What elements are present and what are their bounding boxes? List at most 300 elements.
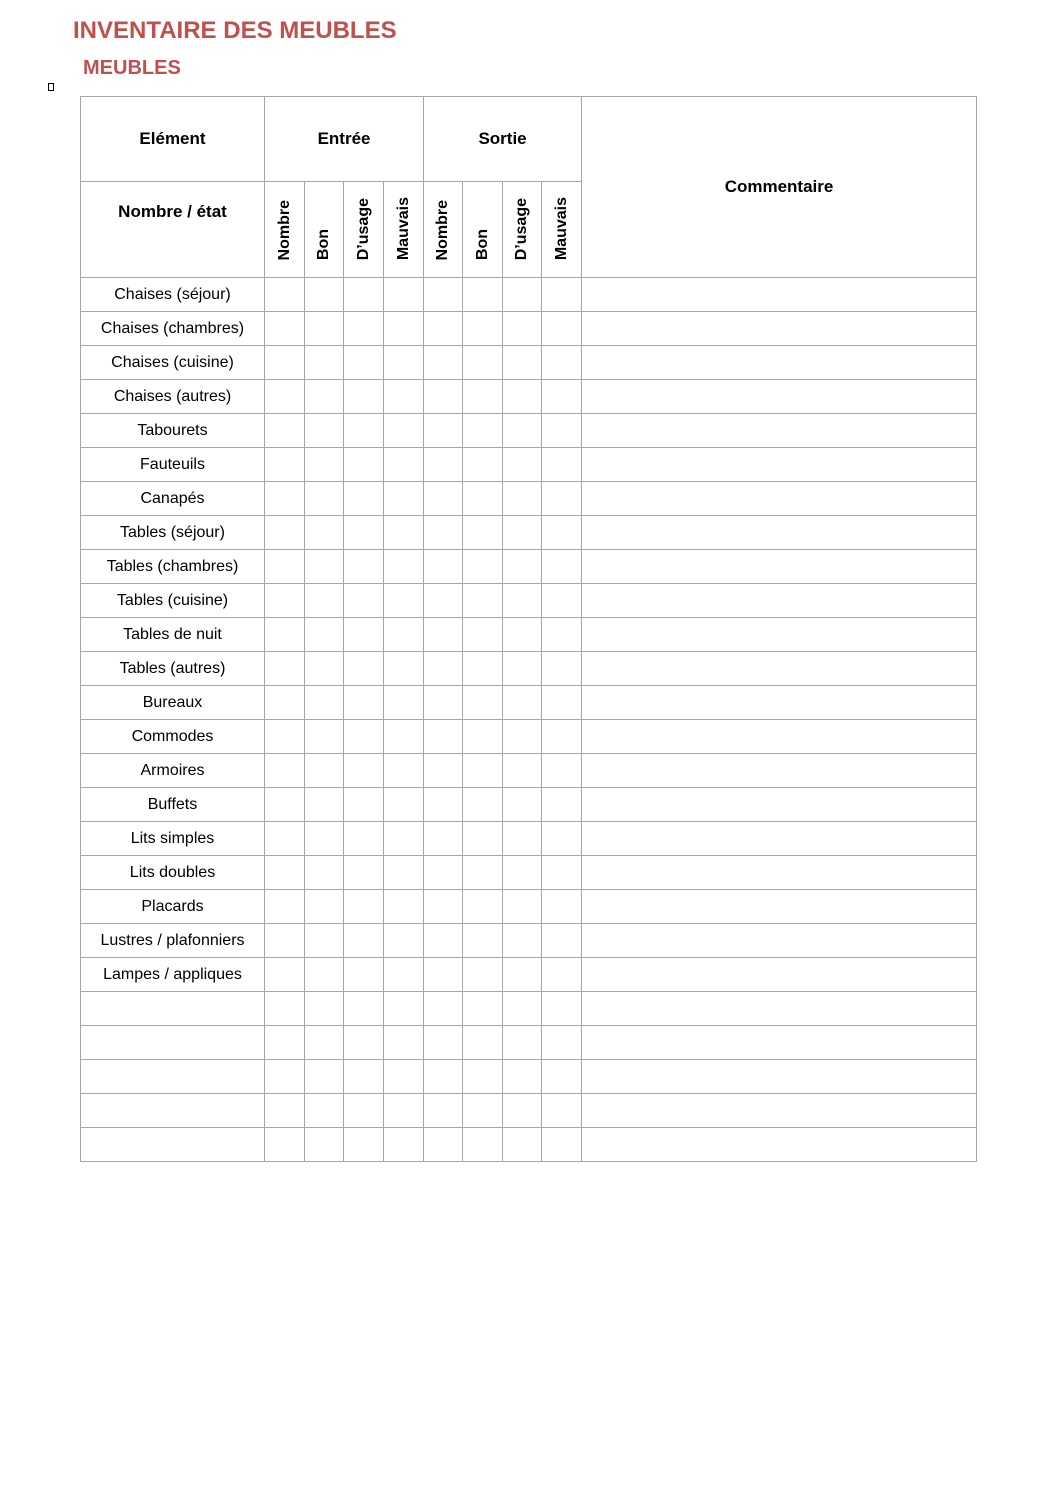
count-cell[interactable] [424,992,463,1026]
count-cell[interactable] [542,890,582,924]
count-cell[interactable] [463,890,503,924]
count-cell[interactable] [384,516,424,550]
item-name-cell: Chaises (chambres) [81,312,265,346]
comment-cell[interactable] [582,788,977,822]
count-cell[interactable] [265,550,305,584]
count-cell[interactable] [344,346,384,380]
count-cell[interactable] [265,618,305,652]
count-cell[interactable] [542,550,582,584]
comment-cell[interactable] [582,652,977,686]
count-cell[interactable] [424,1094,463,1128]
count-cell[interactable] [344,1128,384,1162]
count-cell[interactable] [384,958,424,992]
count-cell[interactable] [344,1094,384,1128]
item-name-cell: Tables de nuit [81,618,265,652]
count-cell[interactable] [542,924,582,958]
item-name-cell [81,1026,265,1060]
count-cell[interactable] [344,312,384,346]
count-cell[interactable] [344,856,384,890]
item-name-cell: Lits simples [81,822,265,856]
item-name-cell: Chaises (autres) [81,380,265,414]
count-cell[interactable] [503,992,542,1026]
count-cell[interactable] [305,822,344,856]
count-cell[interactable] [265,924,305,958]
table-row [81,686,977,720]
count-cell[interactable] [463,822,503,856]
count-cell[interactable] [542,448,582,482]
count-cell[interactable] [503,856,542,890]
count-cell[interactable] [384,278,424,312]
count-cell[interactable] [503,720,542,754]
count-cell[interactable] [424,584,463,618]
comment-cell[interactable] [582,1128,977,1162]
count-cell[interactable] [305,890,344,924]
count-cell[interactable] [503,618,542,652]
count-cell[interactable] [265,1026,305,1060]
count-cell[interactable] [305,720,344,754]
count-cell[interactable] [265,346,305,380]
sub-header-cell [305,182,344,278]
count-cell[interactable] [305,584,344,618]
comment-cell[interactable] [582,584,977,618]
comment-cell[interactable] [582,312,977,346]
count-cell[interactable] [542,312,582,346]
count-cell[interactable] [463,1026,503,1060]
count-cell[interactable] [384,550,424,584]
count-cell[interactable] [463,1128,503,1162]
count-cell[interactable] [265,720,305,754]
count-cell[interactable] [305,516,344,550]
table-row [81,516,977,550]
count-cell[interactable] [463,788,503,822]
comment-cell[interactable] [582,516,977,550]
comment-cell[interactable] [582,482,977,516]
count-cell[interactable] [542,414,582,448]
header-nombre-etat: Nombre / état [81,182,265,278]
item-name-cell: Armoires [81,754,265,788]
count-cell[interactable] [305,686,344,720]
count-cell[interactable] [384,788,424,822]
count-cell[interactable] [344,822,384,856]
count-cell[interactable] [384,312,424,346]
count-cell[interactable] [463,550,503,584]
count-cell[interactable] [305,1128,344,1162]
count-cell[interactable] [384,686,424,720]
count-cell[interactable] [384,754,424,788]
count-cell[interactable] [424,856,463,890]
count-cell[interactable] [344,788,384,822]
item-name-cell: Commodes [81,720,265,754]
count-cell[interactable] [503,1026,542,1060]
count-cell[interactable] [503,448,542,482]
count-cell[interactable] [424,278,463,312]
sub-header-label: Mauvais [552,196,570,260]
comment-cell[interactable] [582,958,977,992]
count-cell[interactable] [463,924,503,958]
table-row [81,958,977,992]
count-cell[interactable] [384,856,424,890]
sub-header-label: Bon [315,228,332,260]
count-cell[interactable] [265,686,305,720]
table-row [81,1026,977,1060]
comment-cell[interactable] [582,414,977,448]
table-row [81,380,977,414]
count-cell[interactable] [542,788,582,822]
sub-header-cell [265,182,305,278]
item-name-cell: Chaises (cuisine) [81,346,265,380]
table-row [81,312,977,346]
count-cell[interactable] [463,312,503,346]
comment-cell[interactable] [582,448,977,482]
sub-header-cell [344,182,384,278]
count-cell[interactable] [463,482,503,516]
item-name-cell: Lustres / plafonniers [81,924,265,958]
count-cell[interactable] [542,1026,582,1060]
count-cell[interactable] [503,278,542,312]
count-cell[interactable] [305,992,344,1026]
table-row [81,788,977,822]
count-cell[interactable] [344,414,384,448]
count-cell[interactable] [503,924,542,958]
count-cell[interactable] [344,652,384,686]
count-cell[interactable] [463,992,503,1026]
count-cell[interactable] [503,788,542,822]
count-cell[interactable] [542,1094,582,1128]
count-cell[interactable] [424,414,463,448]
count-cell[interactable] [424,958,463,992]
count-cell[interactable] [463,414,503,448]
count-cell[interactable] [305,550,344,584]
item-name-cell: Lampes / appliques [81,958,265,992]
item-name-cell: Fauteuils [81,448,265,482]
count-cell[interactable] [542,856,582,890]
count-cell[interactable] [542,482,582,516]
count-cell[interactable] [344,924,384,958]
comment-cell[interactable] [582,720,977,754]
count-cell[interactable] [424,482,463,516]
table-row [81,822,977,856]
count-cell[interactable] [305,380,344,414]
count-cell[interactable] [265,652,305,686]
count-cell[interactable] [542,992,582,1026]
section-title: MEUBLES [83,57,181,79]
count-cell[interactable] [265,516,305,550]
count-cell[interactable] [542,686,582,720]
count-cell[interactable] [424,550,463,584]
count-cell[interactable] [344,992,384,1026]
count-cell[interactable] [542,958,582,992]
sub-header-cell [503,182,542,278]
count-cell[interactable] [463,516,503,550]
count-cell[interactable] [305,414,344,448]
comment-cell[interactable] [582,686,977,720]
count-cell[interactable] [503,380,542,414]
count-cell[interactable] [265,822,305,856]
inventory-table [80,96,977,1162]
table-row [81,992,977,1026]
item-name-cell [81,1128,265,1162]
page-title: INVENTAIRE DES MEUBLES [73,17,397,44]
item-name-cell: Buffets [81,788,265,822]
count-cell[interactable] [503,1060,542,1094]
count-cell[interactable] [424,1026,463,1060]
count-cell[interactable] [424,618,463,652]
count-cell[interactable] [463,958,503,992]
count-cell[interactable] [344,516,384,550]
count-cell[interactable] [463,618,503,652]
count-cell[interactable] [503,584,542,618]
count-cell[interactable] [265,788,305,822]
count-cell[interactable] [265,856,305,890]
count-cell[interactable] [542,652,582,686]
item-name-cell: Tabourets [81,414,265,448]
count-cell[interactable] [542,380,582,414]
count-cell[interactable] [305,312,344,346]
count-cell[interactable] [503,550,542,584]
item-name-cell: Tables (autres) [81,652,265,686]
sub-header-cell [463,182,503,278]
count-cell[interactable] [384,992,424,1026]
count-cell[interactable] [344,686,384,720]
item-name-cell: Tables (séjour) [81,516,265,550]
item-name-cell: Placards [81,890,265,924]
sub-header-label: Bon [473,228,491,260]
comment-cell[interactable] [582,856,977,890]
count-cell[interactable] [265,482,305,516]
table-row [81,482,977,516]
count-cell[interactable] [503,482,542,516]
count-cell[interactable] [384,482,424,516]
count-cell[interactable] [463,1094,503,1128]
table-row [81,652,977,686]
count-cell[interactable] [305,448,344,482]
count-cell[interactable] [542,822,582,856]
count-cell[interactable] [265,584,305,618]
count-cell[interactable] [265,448,305,482]
count-cell[interactable] [503,958,542,992]
comment-cell[interactable] [582,346,977,380]
inventory-table-body [81,278,977,1162]
count-cell[interactable] [344,890,384,924]
count-cell[interactable] [384,618,424,652]
table-row [81,754,977,788]
comment-cell[interactable] [582,1026,977,1060]
count-cell[interactable] [305,1094,344,1128]
count-cell[interactable] [265,312,305,346]
sub-header-label: Nombre [434,199,452,260]
count-cell[interactable] [503,1094,542,1128]
count-cell[interactable] [384,924,424,958]
count-cell[interactable] [344,380,384,414]
count-cell[interactable] [344,1026,384,1060]
count-cell[interactable] [503,652,542,686]
count-cell[interactable] [305,958,344,992]
count-cell[interactable] [305,788,344,822]
count-cell[interactable] [503,822,542,856]
count-cell[interactable] [463,754,503,788]
header-sortie: Sortie [424,97,582,182]
count-cell[interactable] [305,924,344,958]
count-cell[interactable] [305,278,344,312]
count-cell[interactable] [503,754,542,788]
count-cell[interactable] [305,652,344,686]
comment-cell[interactable] [582,550,977,584]
count-cell[interactable] [424,380,463,414]
count-cell[interactable] [384,380,424,414]
table-row [81,1060,977,1094]
count-cell[interactable] [384,652,424,686]
count-cell[interactable] [424,686,463,720]
table-row [81,890,977,924]
count-cell[interactable] [542,618,582,652]
count-cell[interactable] [463,1060,503,1094]
count-cell[interactable] [265,278,305,312]
count-cell[interactable] [424,448,463,482]
count-cell[interactable] [463,720,503,754]
count-cell[interactable] [424,346,463,380]
comment-cell[interactable] [582,890,977,924]
count-cell[interactable] [384,720,424,754]
header-element: Elément [81,97,265,182]
count-cell[interactable] [463,346,503,380]
count-cell[interactable] [542,1060,582,1094]
count-cell[interactable] [463,380,503,414]
count-cell[interactable] [344,618,384,652]
comment-cell[interactable] [582,1060,977,1094]
count-cell[interactable] [265,1060,305,1094]
count-cell[interactable] [344,550,384,584]
count-cell[interactable] [542,346,582,380]
comment-cell[interactable] [582,278,977,312]
count-cell[interactable] [265,754,305,788]
count-cell[interactable] [424,924,463,958]
count-cell[interactable] [424,652,463,686]
count-cell[interactable] [424,890,463,924]
count-cell[interactable] [424,754,463,788]
count-cell[interactable] [542,1128,582,1162]
comment-cell[interactable] [582,1094,977,1128]
count-cell[interactable] [265,1094,305,1128]
count-cell[interactable] [384,414,424,448]
count-cell[interactable] [305,618,344,652]
count-cell[interactable] [424,1060,463,1094]
count-cell[interactable] [344,584,384,618]
count-cell[interactable] [384,1060,424,1094]
count-cell[interactable] [384,822,424,856]
table-row [81,550,977,584]
item-name-cell: Chaises (séjour) [81,278,265,312]
count-cell[interactable] [265,1128,305,1162]
table-row [81,346,977,380]
count-cell[interactable] [424,788,463,822]
count-cell[interactable] [424,822,463,856]
count-cell[interactable] [265,890,305,924]
count-cell[interactable] [305,482,344,516]
count-cell[interactable] [542,516,582,550]
count-cell[interactable] [503,1128,542,1162]
count-cell[interactable] [265,992,305,1026]
table-row [81,720,977,754]
sub-header-cell [384,182,424,278]
sub-header-label: D’usage [354,197,372,260]
count-cell[interactable] [384,890,424,924]
count-cell[interactable] [542,584,582,618]
count-cell[interactable] [384,1094,424,1128]
comment-cell[interactable] [582,822,977,856]
table-row [81,448,977,482]
item-name-cell [81,992,265,1026]
comment-cell[interactable] [582,924,977,958]
count-cell[interactable] [424,516,463,550]
count-cell[interactable] [305,346,344,380]
sub-header-label: Mauvais [394,196,412,260]
count-cell[interactable] [384,448,424,482]
count-cell[interactable] [463,584,503,618]
count-cell[interactable] [424,1128,463,1162]
item-name-cell: Tables (chambres) [81,550,265,584]
count-cell[interactable] [463,448,503,482]
placeholder-glyph-icon [48,83,54,91]
count-cell[interactable] [305,1026,344,1060]
count-cell[interactable] [503,890,542,924]
count-cell[interactable] [265,958,305,992]
count-cell[interactable] [344,720,384,754]
count-cell[interactable] [384,1128,424,1162]
count-cell[interactable] [384,584,424,618]
count-cell[interactable] [305,1060,344,1094]
count-cell[interactable] [424,312,463,346]
count-cell[interactable] [344,278,384,312]
count-cell[interactable] [542,720,582,754]
sub-header-cell [424,182,463,278]
count-cell[interactable] [542,278,582,312]
table-row [81,1128,977,1162]
comment-cell[interactable] [582,992,977,1026]
count-cell[interactable] [344,482,384,516]
count-cell[interactable] [384,346,424,380]
count-cell[interactable] [503,312,542,346]
count-cell[interactable] [344,958,384,992]
count-cell[interactable] [265,380,305,414]
count-cell[interactable] [344,448,384,482]
count-cell[interactable] [463,856,503,890]
table-row [81,414,977,448]
count-cell[interactable] [503,414,542,448]
comment-cell[interactable] [582,380,977,414]
sub-header-label: D’usage [513,197,531,260]
count-cell[interactable] [463,686,503,720]
count-cell[interactable] [344,754,384,788]
count-cell[interactable] [305,754,344,788]
count-cell[interactable] [463,278,503,312]
table-row [81,278,977,312]
count-cell[interactable] [503,686,542,720]
comment-cell[interactable] [582,618,977,652]
count-cell[interactable] [424,720,463,754]
count-cell[interactable] [463,652,503,686]
count-cell[interactable] [265,414,305,448]
count-cell[interactable] [542,754,582,788]
count-cell[interactable] [344,1060,384,1094]
count-cell[interactable] [503,516,542,550]
count-cell[interactable] [305,856,344,890]
header-commentaire: Commentaire [582,97,977,278]
item-name-cell: Canapés [81,482,265,516]
count-cell[interactable] [503,346,542,380]
count-cell[interactable] [384,1026,424,1060]
header-row [81,97,977,182]
comment-cell[interactable] [582,754,977,788]
